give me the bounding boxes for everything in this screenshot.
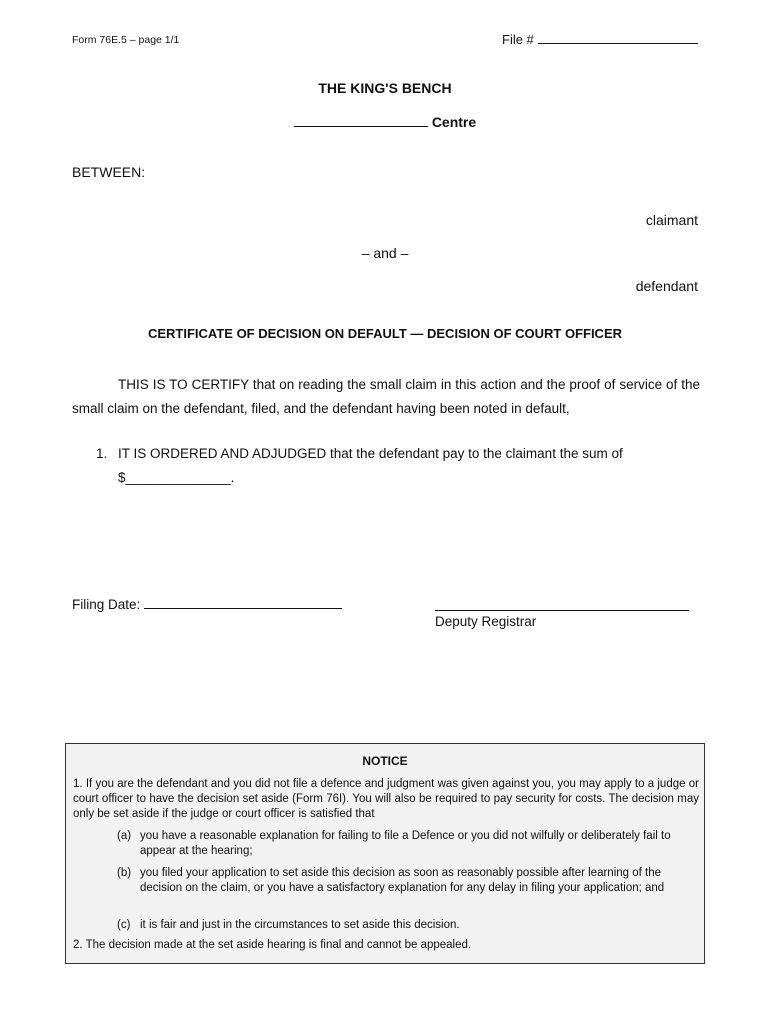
file-number-field[interactable]	[538, 31, 698, 44]
claimant-label: claimant	[645, 212, 698, 228]
notice-sub-a-label: (a)	[117, 830, 132, 842]
centre-label: Centre	[431, 114, 477, 130]
notice-title: NOTICE	[362, 754, 408, 768]
notice-sub-a	[117, 829, 697, 859]
and-separator: – and –	[361, 245, 409, 261]
filing-date	[72, 596, 342, 612]
registrar-label: Deputy Registrar	[435, 614, 537, 629]
order-item	[96, 442, 686, 490]
signature-line[interactable]	[435, 610, 689, 611]
notice-sub-b-label: (b)	[117, 867, 132, 879]
notice-sub-a-text: you have a reasonable explanation for failing to file a Defence or you did not wilfully or deliberately fail to appear at the hearing;	[140, 830, 671, 857]
filing-date-label: Filing Date:	[72, 597, 141, 612]
file-number	[502, 31, 698, 47]
order-amount[interactable]: $______________.	[118, 470, 235, 485]
notice-sub-c-label: (c)	[117, 919, 131, 931]
notice-item-1: 1. If you are the defendant and you did not file a defence and judgment was given against you, you may apply to a judge or court officer to have the decision set aside (Form 76I). You will also be required to pay security for costs. The decision may only be set aside if the judge or court officer is satisfied that	[73, 778, 699, 820]
court-name: THE KING'S BENCH	[318, 80, 452, 96]
order-text: IT IS ORDERED AND ADJUDGED that the defendant pay to the claimant the sum of	[118, 446, 623, 461]
certificate-body: THIS IS TO CERTIFY that on reading the small claim in this action and the proof of service of the small claim on the defendant, filed, and the defendant having been noted in default,	[72, 377, 700, 416]
notice-sub-c	[117, 918, 697, 933]
notice-item-2: 2. The decision made at the set aside hearing is final and cannot be appealed.	[73, 939, 472, 951]
filing-date-field[interactable]	[144, 596, 342, 609]
notice-sub-c-text: it is fair and just in the circumstances to set aside this decision.	[140, 919, 460, 931]
court-centre	[0, 114, 770, 130]
order-number: 1.	[96, 446, 108, 461]
notice-box	[65, 743, 705, 964]
notice-sub-b-text: you filed your application to set aside this decision as soon as reasonably possible after learning of the decision on the claim, or you have a satisfactory explanation for any delay in filing your application; and	[140, 867, 665, 894]
file-label: File #	[502, 32, 534, 47]
defendant-label: defendant	[635, 278, 698, 294]
certificate-title: CERTIFICATE OF DECISION ON DEFAULT — DECISION OF COURT OFFICER	[147, 326, 623, 341]
centre-field[interactable]	[294, 114, 428, 127]
between-label: BETWEEN:	[72, 164, 146, 180]
form-id: Form 76E.5 – page 1/1	[72, 34, 180, 46]
notice-sub-b	[117, 866, 697, 896]
